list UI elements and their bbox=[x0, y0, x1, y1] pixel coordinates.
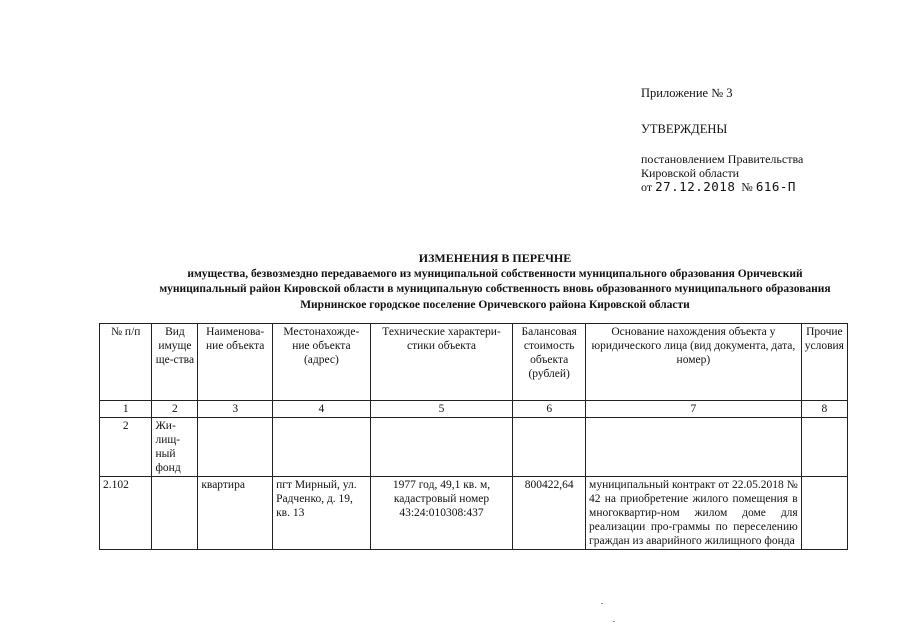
section-number: 2 bbox=[100, 418, 152, 477]
decree-line-2: Кировской области bbox=[641, 166, 740, 180]
row-other bbox=[801, 477, 847, 550]
decree-line-1: постановлением Правительства bbox=[641, 152, 804, 166]
title-line-4: Мирнинское городское поселение Оричевского района Кировской области bbox=[300, 298, 690, 311]
appendix-label: Приложение № 3 bbox=[641, 86, 733, 100]
row-address: пгт Мирный, ул. Радченко, д. 19, кв. 13 bbox=[273, 477, 371, 550]
number-prefix: № bbox=[741, 180, 753, 194]
decree-date-line bbox=[641, 180, 803, 194]
scan-artifact bbox=[613, 621, 615, 622]
table-row bbox=[100, 477, 848, 550]
property-table bbox=[99, 323, 848, 550]
row-name: квартира bbox=[198, 477, 273, 550]
column-number: 8 bbox=[801, 401, 847, 418]
header-cell: Прочие условия bbox=[801, 324, 847, 401]
column-number: 5 bbox=[370, 401, 513, 418]
handwritten-date: 27.12.2018 bbox=[655, 179, 736, 194]
row-value: 800422,64 bbox=[513, 477, 586, 550]
header-cell: Основание нахождения объекта у юридического лица (вид документа, дата, номер) bbox=[586, 324, 802, 401]
column-number: 4 bbox=[273, 401, 371, 418]
section-kind: Жи-лищ-ный фонд bbox=[152, 418, 198, 477]
header-cell: Местонахожде-ние объекта (адрес) bbox=[273, 324, 371, 401]
row-basis: муниципальный контракт от 22.05.2018 № 42 на приобретение жилого помещения в многоквартир-ном жилом доме для реализации про-граммы по переселению граждан из аварийного жилищного фонда bbox=[586, 477, 802, 550]
title-main: ИЗМЕНЕНИЯ В ПЕРЕЧНЕ bbox=[418, 251, 572, 265]
decree-block bbox=[641, 152, 803, 194]
document-title bbox=[100, 251, 890, 313]
row-kind bbox=[152, 477, 198, 550]
approved-label: УТВЕРЖДЕНЫ bbox=[641, 122, 728, 136]
row-number: 2.102 bbox=[100, 477, 152, 550]
header-cell: Вид имуще ще-ства bbox=[152, 324, 198, 401]
section-row bbox=[100, 418, 848, 477]
header-cell: № п/п bbox=[100, 324, 152, 401]
title-line-2: имущества, безвозмездно передаваемого из муниципальной собственности муниципального образования Оричевский bbox=[187, 267, 803, 280]
row-specs: 1977 год, 49,1 кв. м, кадастровый номер 43:24:010308:437 bbox=[370, 477, 513, 550]
column-number: 1 bbox=[100, 401, 152, 418]
column-number: 3 bbox=[198, 401, 273, 418]
title-line-3: муниципальный район Кировской области в муниципальную собственность вновь образованного муниципального образования bbox=[159, 283, 831, 295]
column-number-row bbox=[100, 401, 848, 418]
header-cell: Наименова-ние объекта bbox=[198, 324, 273, 401]
date-prefix: от bbox=[641, 180, 653, 194]
table-header-row bbox=[100, 324, 848, 401]
scan-artifact bbox=[601, 603, 603, 604]
header-cell: Балансовая стоимость объекта (рублей) bbox=[513, 324, 586, 401]
column-number: 7 bbox=[586, 401, 802, 418]
header-cell: Технические характери-стики объекта bbox=[370, 324, 513, 401]
column-number: 6 bbox=[513, 401, 586, 418]
handwritten-number: 616-П bbox=[755, 179, 796, 194]
column-number: 2 bbox=[152, 401, 198, 418]
